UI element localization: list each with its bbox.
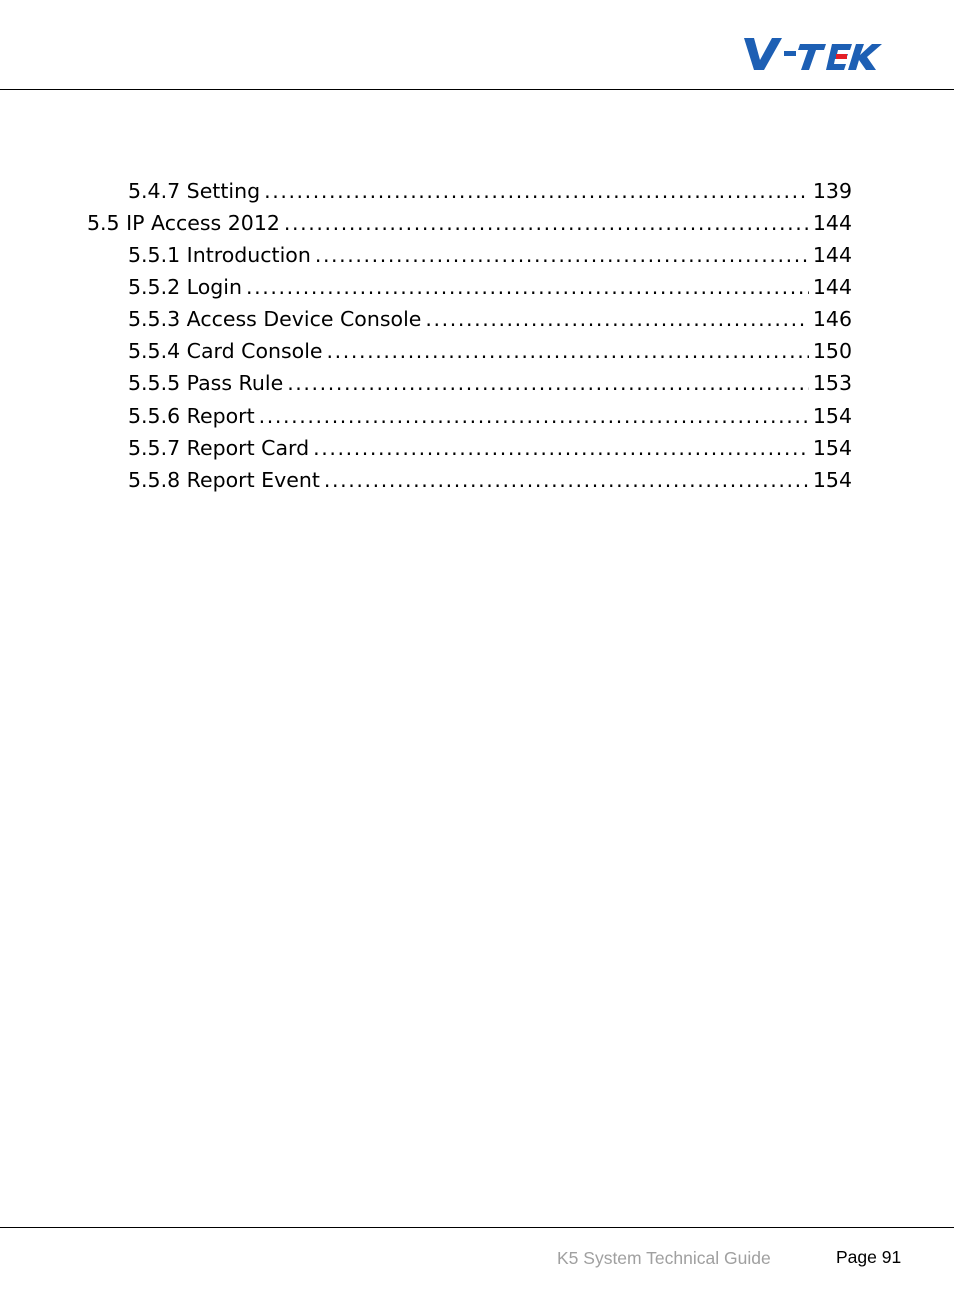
toc-entry-page: 146 <box>812 307 852 331</box>
page-number: Page 91 <box>836 1247 902 1267</box>
toc-leader-dots <box>315 239 809 271</box>
toc-entry[interactable] <box>128 239 852 271</box>
toc-entry-page: 150 <box>812 339 852 363</box>
toc-entry[interactable] <box>128 432 852 464</box>
toc-entry[interactable] <box>128 400 852 432</box>
toc-leader-dots <box>313 432 809 464</box>
toc-entry-page: 144 <box>812 275 852 299</box>
toc-leader-dots <box>324 464 809 496</box>
toc-entry-page: 154 <box>812 436 852 460</box>
toc-entry-title: 5.5.3 Access Device Console <box>128 307 422 331</box>
toc-entry-title: 5.5 IP Access 2012 <box>87 211 280 235</box>
toc-entry-title: 5.5.8 Report Event <box>128 468 320 492</box>
toc-entry-page: 153 <box>812 371 852 395</box>
toc-entry-title: 5.5.5 Pass Rule <box>128 371 284 395</box>
toc-entry-title: 5.5.1 Introduction <box>128 243 311 267</box>
toc-leader-dots <box>264 175 809 207</box>
guide-title: K5 System Technical Guide <box>557 1248 771 1268</box>
toc-leader-dots <box>287 367 809 399</box>
toc-leader-dots <box>327 335 809 367</box>
page-footer <box>0 1227 954 1296</box>
toc-leader-dots <box>246 271 809 303</box>
toc-entry[interactable] <box>128 271 852 303</box>
toc-entry[interactable] <box>128 367 852 399</box>
toc-entry[interactable] <box>128 335 852 367</box>
toc-entry-page: 154 <box>812 404 852 428</box>
toc-entry-title: 5.4.7 Setting <box>128 179 261 203</box>
toc-leader-dots <box>284 207 809 239</box>
page-header <box>0 0 954 90</box>
toc-entry-page: 144 <box>812 243 852 267</box>
toc-entry[interactable] <box>128 175 852 207</box>
toc-entry-title: 5.5.2 Login <box>128 275 242 299</box>
toc-entry[interactable] <box>128 303 852 335</box>
v-tek-logo <box>742 34 884 74</box>
toc-entry[interactable] <box>87 207 852 239</box>
toc-leader-dots <box>259 400 809 432</box>
toc-entry-title: 5.5.4 Card Console <box>128 339 323 363</box>
toc-entry-page: 139 <box>812 179 852 203</box>
toc-leader-dots <box>425 303 808 335</box>
toc-entry-page: 154 <box>812 468 852 492</box>
toc-entry-title: 5.5.6 Report <box>128 404 255 428</box>
toc-entry[interactable] <box>128 464 852 496</box>
toc-entry-title: 5.5.7 Report Card <box>128 436 310 460</box>
toc-entry-page: 144 <box>812 211 852 235</box>
